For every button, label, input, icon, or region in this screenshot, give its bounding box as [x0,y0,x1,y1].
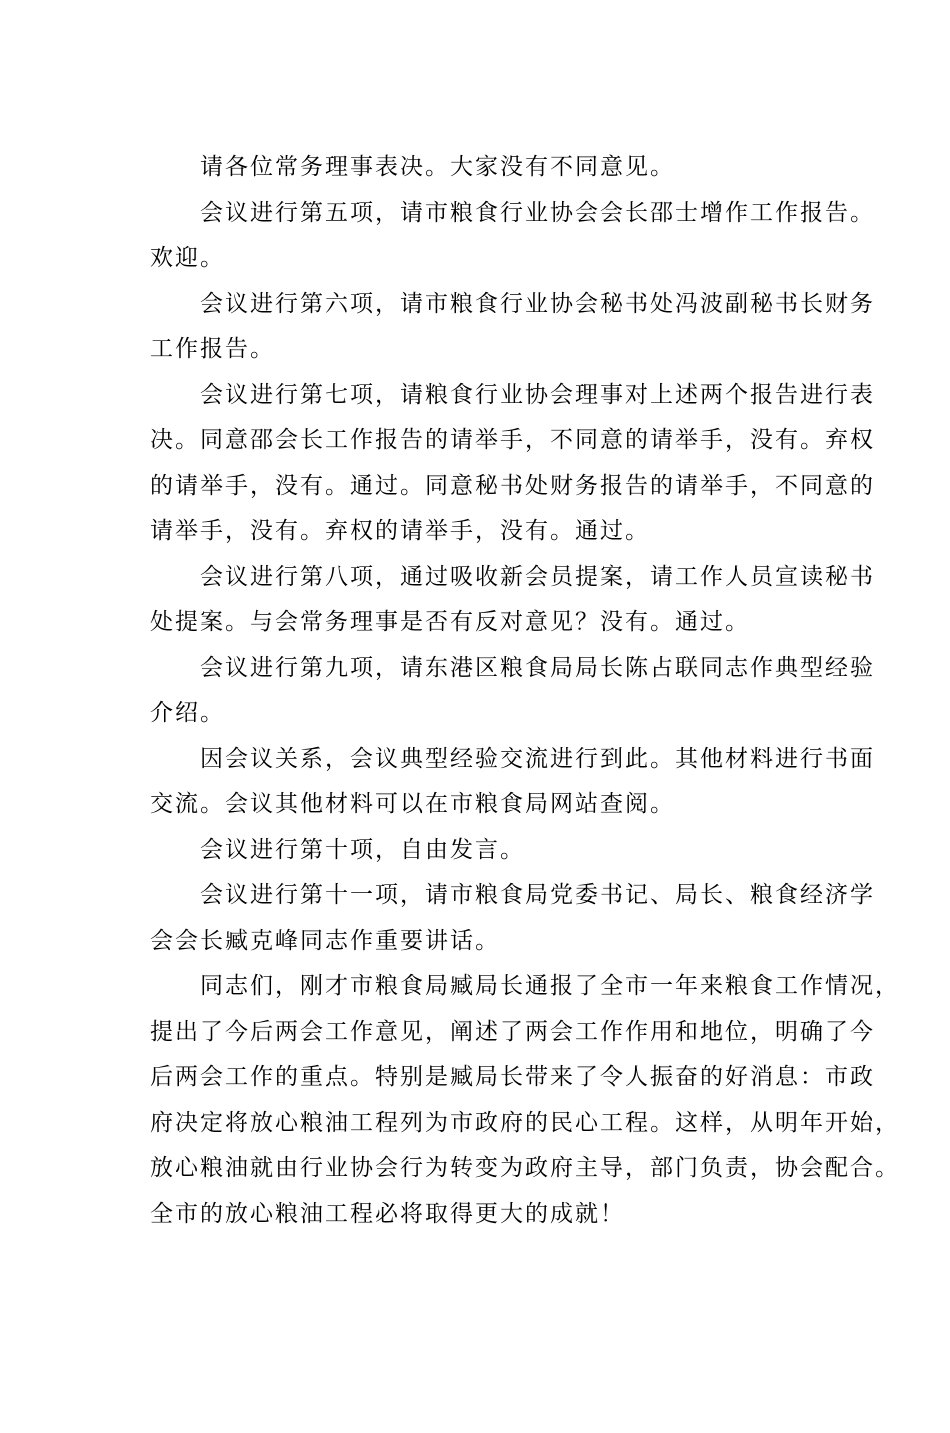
paragraph [150,737,875,828]
document-body [150,145,900,1237]
text-line: 会议进行第八项，通过吸收新会员提案，请工作人员宣读秘书 [200,563,875,590]
text-line: 请各位常务理事表决。大家没有不同意见。 [200,154,675,180]
text-line: 交流。会议其他材料可以在市粮食局网站查阅。 [150,791,675,817]
text-line: 会议进行第六项，请市粮食行业协会秘书处冯波副秘书长财务 [200,290,875,317]
text-line: 提出了今后两会工作意见，阐述了两会工作作用和地位，明确了今 [150,1018,875,1045]
paragraph [150,373,875,555]
text-line: 会议进行第五项，请市粮食行业协会会长邵士增作工作报告。 [200,199,875,226]
text-line: 的请举手，没有。通过。同意秘书处财务报告的请举手，不同意的 [150,472,875,499]
paragraph [150,555,875,646]
paragraph [150,191,875,282]
paragraph [150,873,875,964]
text-line: 处提案。与会常务理事是否有反对意见？没有。通过。 [150,609,750,635]
paragraph [150,646,875,737]
text-line: 介绍。 [150,700,225,726]
paragraph [150,145,862,191]
text-line: 请举手，没有。弃权的请举手，没有。通过。 [150,518,650,544]
text-line: 因会议关系，会议典型经验交流进行到此。其他材料进行书面 [200,745,875,772]
text-line: 后两会工作的重点。特别是臧局长带来了令人振奋的好消息：市政 [150,1064,875,1090]
paragraph [150,964,900,1237]
paragraph [150,828,862,874]
text-line: 会议进行第十项，自由发言。 [200,836,525,863]
text-line: 会议进行第十一项，请市粮食局党委书记、局长、粮食经济学 [200,882,875,908]
text-line: 全市的放心粮油工程必将取得更大的成就！ [150,1200,625,1227]
text-line: 府决定将放心粮油工程列为市政府的民心工程。这样，从明年开始， [150,1109,900,1136]
text-line: 工作报告。 [150,336,275,362]
text-line: 欢迎。 [150,245,225,271]
text-line: 决。同意邵会长工作报告的请举手，不同意的请举手，没有。弃权 [150,427,875,453]
text-line: 会议进行第七项，请粮食行业协会理事对上述两个报告进行表 [200,381,875,408]
text-line: 会会长臧克峰同志作重要讲话。 [150,927,500,954]
text-line: 同志们，刚才市粮食局臧局长通报了全市一年来粮食工作情况， [200,973,900,999]
text-line: 放心粮油就由行业协会行为转变为政府主导，部门负责，协会配合。 [150,1155,900,1181]
text-line: 会议进行第九项，请东港区粮食局局长陈占联同志作典型经验 [200,654,875,681]
paragraph [150,282,875,373]
